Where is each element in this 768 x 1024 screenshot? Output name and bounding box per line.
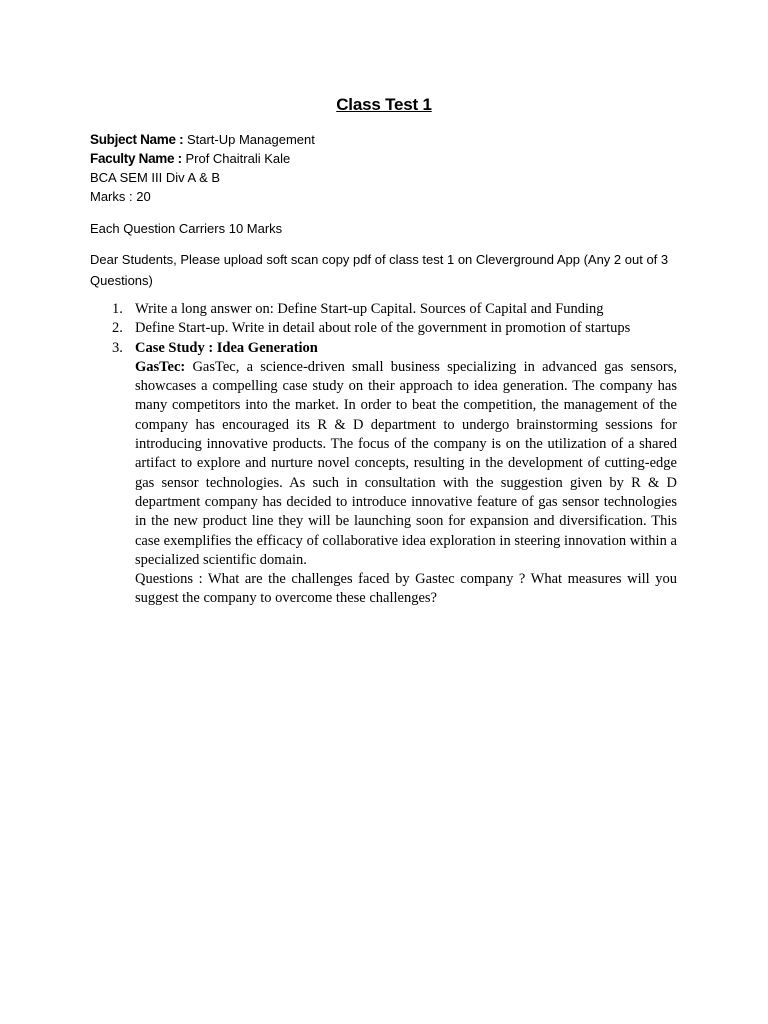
question-number: 2. bbox=[112, 320, 123, 337]
faculty-row bbox=[90, 149, 315, 168]
class-line: BCA SEM III Div A & B bbox=[90, 170, 221, 185]
question-item bbox=[110, 300, 677, 319]
question-item bbox=[110, 339, 677, 609]
question-number: 3. bbox=[112, 339, 123, 356]
case-questions: Questions : What are the challenges faced by Gastec company ? What measures will you suggest the company to overcome these challenges? bbox=[135, 571, 677, 607]
faculty-label: Faculty Name : bbox=[90, 151, 182, 166]
faculty-value: Prof Chaitrali Kale bbox=[185, 151, 291, 166]
page-title: Class Test 1 bbox=[336, 95, 432, 114]
subject-label: Subject Name : bbox=[90, 132, 184, 147]
question-item bbox=[110, 319, 677, 338]
case-study-heading: Case Study : Idea Generation bbox=[135, 339, 318, 356]
marks-line: Marks : 20 bbox=[90, 189, 151, 204]
question-text: Write a long answer on: Define Start-up Capital. Sources of Capital and Funding bbox=[135, 301, 604, 317]
subject-value: Start-Up Management bbox=[186, 132, 315, 147]
case-text: GasTec, a science-driven small business specializing in advanced gas sensors, showcases a compelling case study on their approach to idea generation. The company has many competitors into the market. In order to beat the competition, the management of the company has encouraged its R & D department to undergo brainstorming sessions for introducing innovative products. The focus of the company is on the utilization of a shared artifact to explore and nurture novel concepts, resulting in the development of cutting-edge gas sensor technologies. As such in consultation with the suggestion given by R & D department company has decided to introduce innovative feature of gas sensor technologies in the new product line they will be launching soon for expansion and diversification. This case exemplifies the efficacy of collaborative idea exploration in steering innovation within a specialized scientific domain. bbox=[135, 358, 677, 568]
instructions-paragraph: Dear Students, Please upload soft scan copy pdf of class test 1 on Cleverground App (Any 2 out of 3 Questions) bbox=[90, 252, 669, 288]
case-lead: GasTec: bbox=[135, 358, 186, 375]
each-question-note: Each Question Carriers 10 Marks bbox=[90, 221, 283, 236]
header-info bbox=[90, 130, 315, 206]
case-study-body bbox=[135, 358, 677, 570]
question-list bbox=[110, 300, 677, 609]
question-number: 1. bbox=[112, 301, 123, 317]
question-text: Define Start-up. Write in detail about role of the government in promotion of startups bbox=[135, 320, 631, 337]
subject-row bbox=[90, 130, 315, 149]
